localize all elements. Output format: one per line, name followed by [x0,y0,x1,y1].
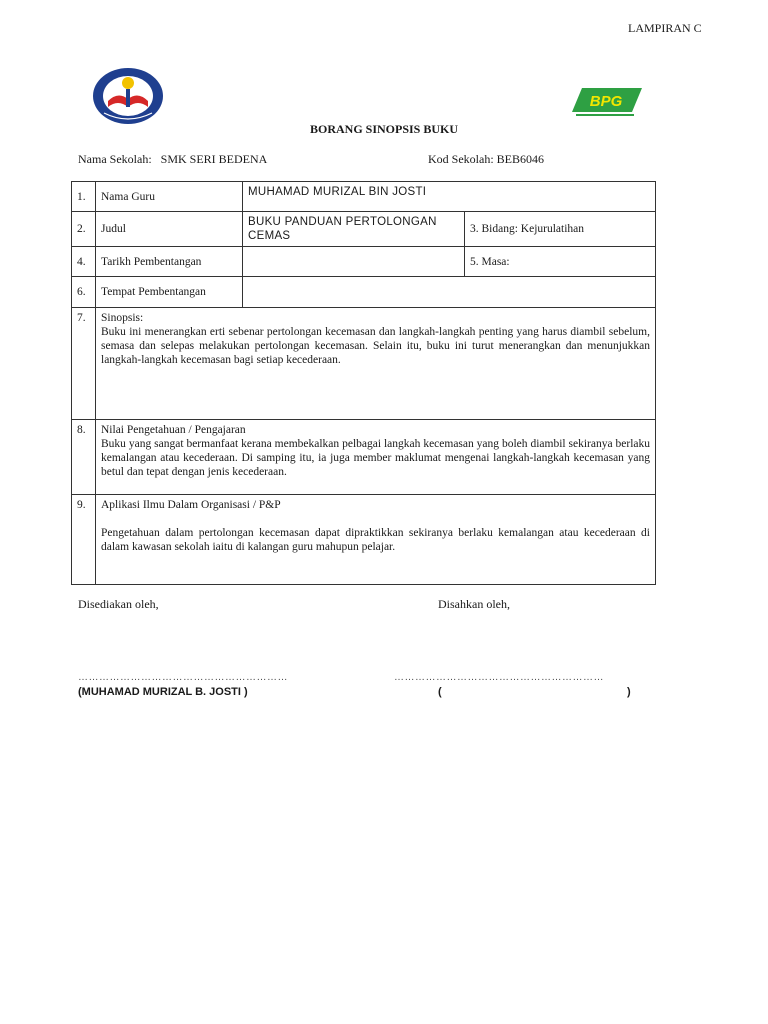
table-row [72,247,656,277]
presentation-place-value [243,277,656,308]
application-text: Pengetahuan dalam pertolongan kecemasan dapat dipraktikkan sekiranya berlaku kemalangan atau kecederaan di dalam kawasan sekolah iaitu di kalangan guru mahupun pelajar. [101,527,650,553]
teacher-name-value: MUHAMAD MURIZAL BIN JOSTI [243,182,656,212]
lampiran-label: LAMPIRAN C [628,21,702,35]
row-number: 1. [72,182,96,212]
form-title: BORANG SINOPSIS BUKU [309,122,459,136]
approved-signature-line: …………………………………………………… [394,672,604,683]
knowledge-label: Nilai Pengetahuan / Pengajaran [101,424,246,436]
presentation-date-label: Tarikh Pembentangan [96,247,243,277]
school-code-value: BEB6046 [496,152,545,166]
school-name-line [78,152,267,167]
approved-by-close-paren: ) [627,686,631,698]
table-row [72,182,656,212]
presentation-place-label: Tempat Pembentangan [96,277,243,308]
book-title-value: BUKU PANDUAN PERTOLONGAN CEMAS [243,212,465,247]
synopsis-text: Buku ini menerangkan erti sebenar pertolongan kecemasan dan langkah-langkah penting yang harus diambil sebelum, semasa dan selepas melakukan pertolongan kecemasan. Selain itu, buku ini turut menerangkan dan menunjukkan langkah-langkah kecemasan bagi setiap kecederaan. [101,326,650,366]
knowledge-text: Buku yang sangat bermanfaat kerana membekalkan pelbagai langkah kecemasan yang boleh diambil sekiranya berlaku kemalangan atau kecederaan. Di samping itu, ia juga member maklumat mengenai langkah-langkah kecemasan yang betul dan tepat dengan jenis kecederaan. [101,438,650,478]
school-name-label: Nama Sekolah: [78,152,152,166]
prepared-by-label: Disediakan oleh, [78,597,159,611]
table-row [72,308,656,420]
row-number: 9. [72,495,96,585]
table-row [72,420,656,495]
svg-text:BPG: BPG [589,93,623,110]
ministry-logo [92,67,164,125]
teacher-name-label: Nama Guru [96,182,243,212]
time-label: 5. Masa: [465,247,656,277]
prepared-signature-line: …………………………………………………… [78,672,288,683]
approved-by-open-paren: ( [438,686,442,698]
synopsis-form-table [71,181,656,585]
row-number: 8. [72,420,96,495]
school-code-line [428,152,544,167]
synopsis-cell [96,308,656,420]
school-name-value: SMK SERI BEDENA [160,152,268,166]
bpg-logo [572,84,642,118]
prepared-by-name: (MUHAMAD MURIZAL B. JOSTI ) [78,686,248,698]
application-label: Aplikasi Ilmu Dalam Organisasi / P&P [101,499,281,511]
presentation-date-value [243,247,465,277]
field-label: 3. Bidang: Kejurulatihan [465,212,656,247]
application-cell [96,495,656,585]
approved-by-label: Disahkan oleh, [438,597,510,611]
table-row [72,277,656,308]
table-row [72,495,656,585]
row-number: 4. [72,247,96,277]
row-number: 7. [72,308,96,420]
table-row [72,212,656,247]
knowledge-cell [96,420,656,495]
row-number: 6. [72,277,96,308]
synopsis-label: Sinopsis: [101,312,144,324]
school-code-label: Kod Sekolah: [428,152,494,166]
row-number: 2. [72,212,96,247]
title-label: Judul [96,212,243,247]
